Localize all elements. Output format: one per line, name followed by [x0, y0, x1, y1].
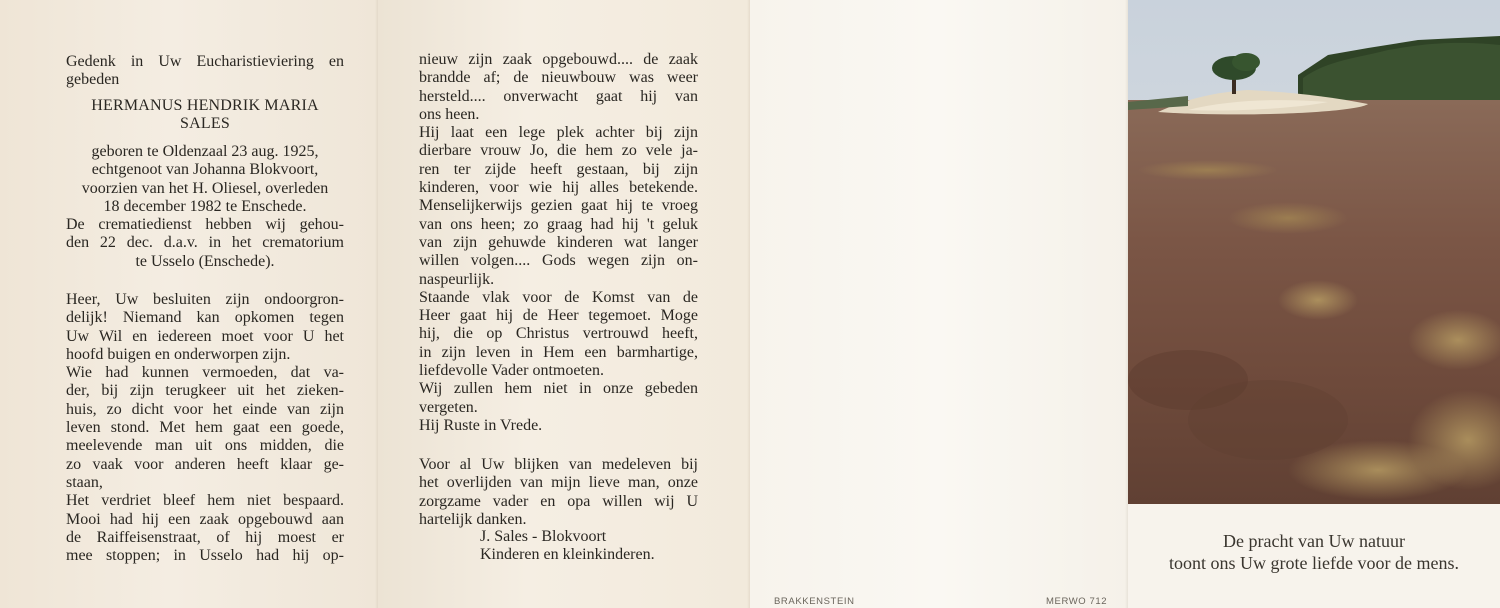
eulogy-line: hij, die op Christus vertrouwd heeft, — [419, 325, 698, 343]
eulogy-line: kinderen, voor wie hij alles betekende. — [419, 179, 698, 197]
eulogy-line: ren ter zijde heeft gestaan, bij zijn — [419, 160, 698, 178]
eulogy-line: nieuw zijn zaak opgebouwd.... de zaak — [419, 51, 698, 68]
thanks-line: het overlijden van mijn lieve man, onze — [419, 474, 698, 492]
prayer-line: meelevende man uit ons midden, die — [66, 437, 344, 455]
thanks-line: Voor al Uw blijken van medeleven bij — [419, 456, 698, 473]
details-line: 18 december 1982 te Enschede. — [103, 197, 307, 215]
prayer-line: zo vaak voor anderen heeft klaar ge- — [66, 455, 344, 473]
eulogy-line: naspeurlijk. — [419, 270, 495, 288]
prayer-line: Het verdriet bleef hem niet bespaard. — [66, 492, 344, 510]
eulogy-continued — [419, 51, 698, 435]
eulogy-line: ons heen. — [419, 105, 480, 123]
prayer-line: leven stond. Met hem gaat een goede, — [66, 419, 344, 437]
eulogy-line: Staande vlak voor de Komst van de — [419, 288, 698, 306]
blank-back-panel — [750, 0, 1128, 608]
eulogy-line: brandde af; de nieuwbouw was weer — [419, 69, 698, 87]
details-line: echtgenoot van Johanna Blokvoort, — [91, 161, 319, 179]
thanks-line: zorgzame vader en opa willen wij U — [419, 492, 698, 510]
prayer-line: Mooi had hij een zaak opgebouwd aan — [66, 510, 344, 528]
signature-line: J. Sales - Blokvoort — [480, 528, 607, 545]
prayer-line: de Raiffeisenstraat, of hij moest er — [66, 528, 344, 546]
details-line: voorzien van het H. Oliesel, overleden — [81, 179, 329, 197]
eulogy-line: vergeten. — [419, 398, 478, 416]
photo-caption — [1128, 530, 1500, 574]
details-line: den 22 dec. d.a.v. in het crematorium — [66, 234, 344, 252]
prayer-line: delijk! Niemand kan opkomen tegen — [66, 309, 344, 327]
eulogy-line: hersteld.... onverwacht gaat hij van — [419, 87, 698, 105]
heathland-photo — [1128, 0, 1500, 504]
details-line: geboren te Oldenzaal 23 aug. 1925, — [91, 143, 319, 160]
prayer-line: hoofd buigen en onderworpen zijn. — [66, 345, 291, 363]
prayer-line: huis, zo dicht voor het einde van zijn — [66, 400, 344, 418]
eulogy-line: Menselijkerwijs gezien gaat hij te vroeg — [419, 197, 698, 215]
signature — [480, 528, 710, 565]
prayer-line: mee stoppen; in Usselo had hij op- — [66, 547, 344, 565]
details-line: te Usselo (Enschede). — [135, 252, 275, 270]
thanks-text — [419, 456, 698, 529]
middle-text-panel — [378, 0, 750, 608]
eulogy-line: Wij zullen hem niet in onze gebeden — [419, 380, 698, 398]
catalog-code: MERWO 712 — [1046, 596, 1108, 607]
details-line: De crematiedienst hebben wij gehou- — [66, 216, 344, 234]
caption-line: toont ons Uw grote liefde voor de mens. — [1169, 553, 1459, 573]
caption-line: De pracht van Uw natuur — [1223, 531, 1405, 551]
eulogy-line: van zijn gehuwde kinderen wat langer — [419, 233, 698, 251]
prayer-line: der, bij zijn terugkeer uit het zieken- — [66, 382, 344, 400]
left-text-panel — [0, 0, 378, 608]
prayer-text — [66, 291, 344, 565]
intro-line: gebeden — [66, 71, 120, 89]
eulogy-line: Hij laat een lege plek achter bij zijn — [419, 124, 698, 142]
eulogy-line: liefdevolle Vader ontmoeten. — [419, 362, 604, 380]
name-line: HERMANUS HENDRIK MARIA — [91, 97, 319, 114]
thanks-line: hartelijk danken. — [419, 510, 527, 528]
intro-text — [66, 53, 344, 90]
prayer-line: Uw Wil en iedereen moet voor U het — [66, 327, 344, 345]
prayer-line: Wie had kunnen vermoeden, dat va- — [66, 364, 344, 382]
prayer-line: staan, — [66, 473, 103, 491]
deceased-name — [66, 97, 344, 134]
eulogy-line: van ons heen; zo graag had hij 't geluk — [419, 215, 698, 233]
publisher-imprint: BRAKKENSTEIN — [774, 596, 855, 607]
eulogy-line: Heer gaat hij de Heer tegemoet. Moge — [419, 307, 698, 325]
eulogy-line: in zijn leven in Hem een barmhartige, — [419, 343, 698, 361]
photo-panel — [1128, 0, 1500, 608]
eulogy-line: Hij Ruste in Vrede. — [419, 416, 543, 434]
signature-line: Kinderen en kleinkinderen. — [480, 546, 655, 564]
name-line: SALES — [180, 115, 230, 133]
life-details — [66, 143, 344, 271]
eulogy-line: willen volgen.... Gods wegen zijn on- — [419, 252, 698, 270]
intro-line: Gedenk in Uw Eucharistieviering en — [66, 53, 344, 70]
eulogy-line: dierbare vrouw Jo, die hem zo vele ja- — [419, 142, 698, 160]
prayer-line: Heer, Uw besluiten zijn ondoorgron- — [66, 291, 344, 308]
